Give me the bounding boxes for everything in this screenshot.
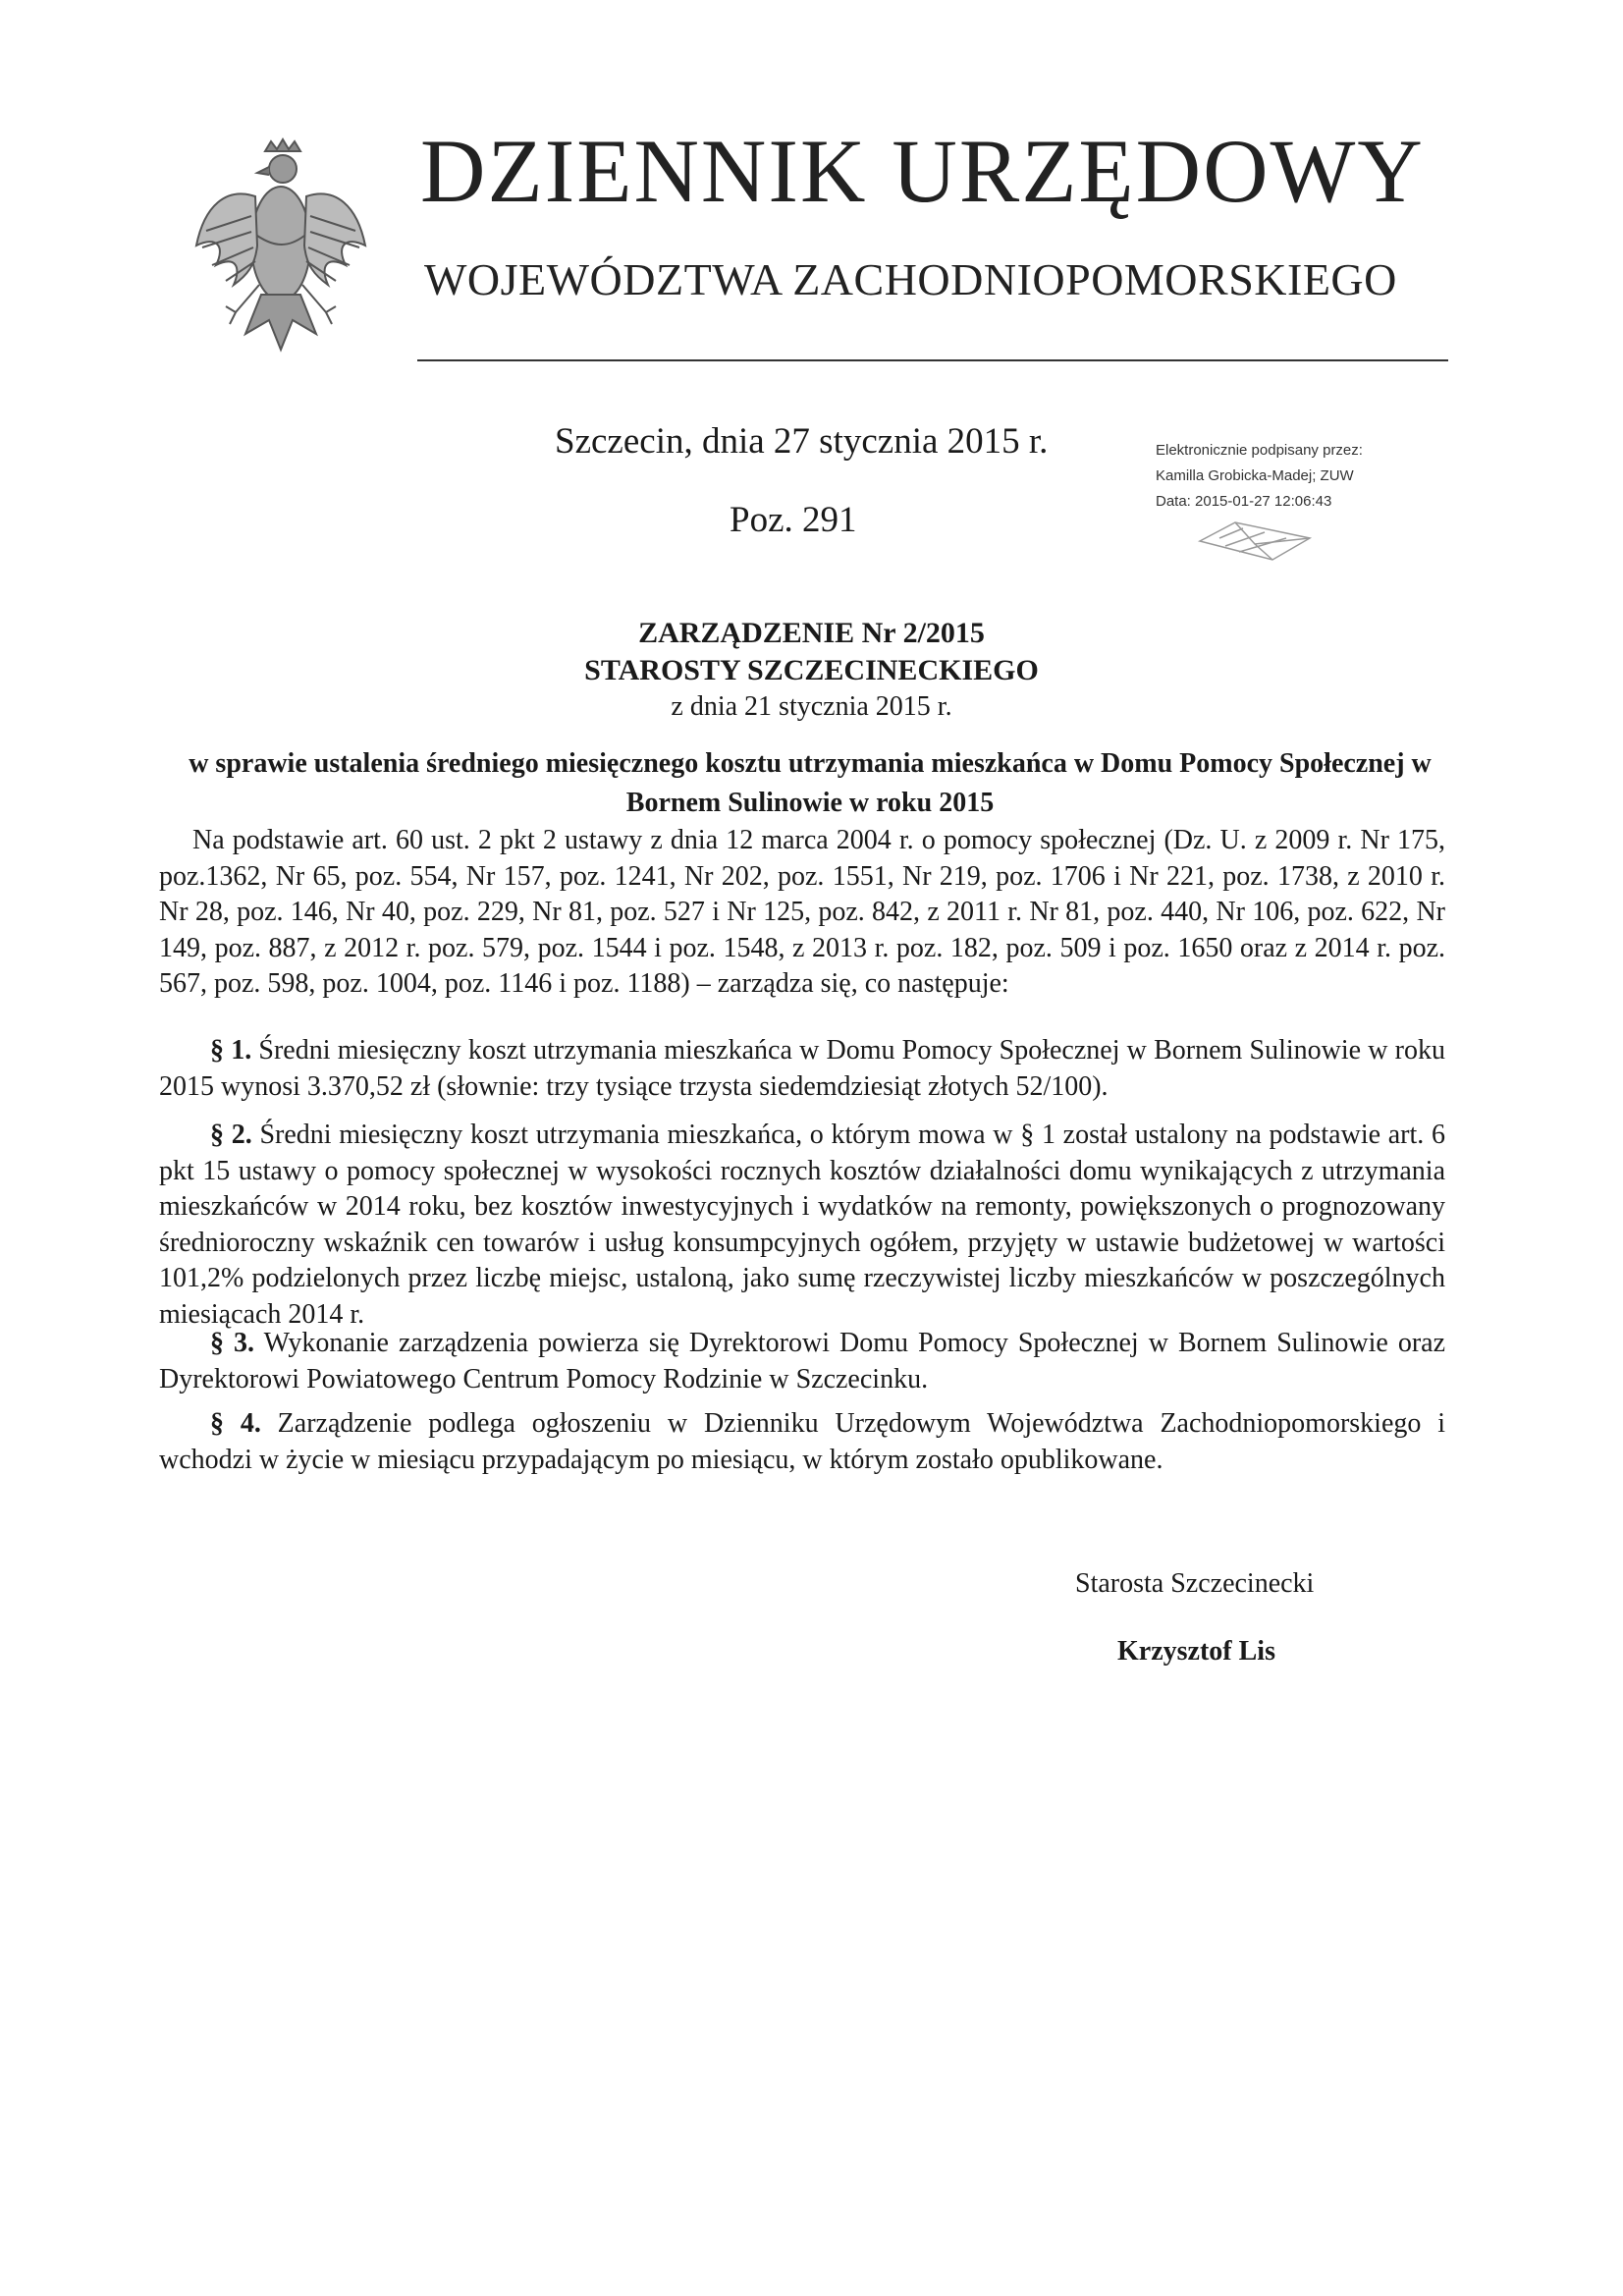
paragraph-4 [159, 1406, 1445, 1478]
signature-diamond-icon [1196, 519, 1314, 564]
paragraph-3-text: Wykonanie zarządzenia powierza się Dyrektorowi Domu Pomocy Społecznej w Bornem Sulinowie oraz Dyrektorowi Powiatowego Centrum Pomocy Rodzinie w Szczecinku. [159, 1328, 1446, 1394]
paragraph-1-text: Średni miesięczny koszt utrzymania mieszkańca w Domu Pomocy Społecznej w Bornem Sulinowie w roku 2015 wynosi 3.370,52 zł (słownie: trzy tysiące trzysta siedemdziesiąt złotych 52/100). [159, 1035, 1445, 1102]
legal-basis-paragraph: Na podstawie art. 60 ust. 2 pkt 2 ustawy z dnia 12 marca 2004 r. o pomocy społecznej (Dz. U. z 2009 r. Nr 175, poz.1362, Nr 65, poz. 554, Nr 157, poz. 1241, Nr 202, poz. 1551, Nr 219, poz. 1706 i Nr 221, poz. 1738, z 2010 r. Nr 28, poz. 146, Nr 40, poz. 229, Nr 81, poz. 527 i Nr 125, poz. 842, z 2011 r. Nr 81, poz. 440, Nr 106, poz. 622, Nr 149, poz. 887, z 2012 r. poz. 579, poz. 1544 i poz. 1548, z 2013 r. poz. 182, poz. 509 i poz. 1650 oraz z 2014 r. poz. 567, poz. 598, poz. 1004, poz. 1146 i poz. 1188) – zarządza się, co następuje: [159, 825, 1445, 999]
order-date: z dnia 21 stycznia 2015 r. [671, 691, 952, 722]
signatory-name: Krzysztof Lis [1117, 1636, 1275, 1667]
paragraph-4-text: Zarządzenie podlega ogłoszeniu w Dzienniku Urzędowym Województwa Zachodniopomorskiego i wchodzi w życie w miesiącu przypadającym po miesiącu, w którym zostało opublikowane. [159, 1408, 1446, 1475]
electronic-signature-box [1156, 438, 1411, 515]
position-number: Poz. 291 [730, 500, 857, 540]
order-subject: w sprawie ustalenia średniego miesięcznego kosztu utrzymania mieszkańca w Domu Pomocy Społecznej w Bornem Sulinowie w roku 2015 [189, 748, 1432, 818]
paragraph-2-mark: § 2. [210, 1120, 252, 1150]
polish-eagle-emblem-icon [187, 137, 373, 363]
journal-title: DZIENNIK URZĘDOWY [420, 121, 1425, 221]
place-and-date: Szczecin, dnia 27 stycznia 2015 r. [555, 421, 1049, 462]
paragraph-3 [159, 1326, 1445, 1397]
paragraph-4-mark: § 4. [210, 1408, 261, 1439]
order-number: ZARZĄDZENIE Nr 2/2015 [638, 617, 985, 649]
journal-subtitle: WOJEWÓDZTWA ZACHODNIOPOMORSKIEGO [424, 254, 1397, 304]
esig-line-signed-by: Elektronicznie podpisany przez: [1156, 442, 1363, 459]
esig-line-signer: Kamilla Grobicka-Madej; ZUW [1156, 467, 1354, 484]
issuing-authority: STAROSTY SZCZECINECKIEGO [584, 654, 1039, 686]
paragraph-2 [159, 1118, 1445, 1333]
signatory-role: Starosta Szczecinecki [1075, 1568, 1315, 1599]
paragraph-1-mark: § 1. [210, 1035, 252, 1066]
document-title-block [0, 615, 1623, 725]
paragraph-3-mark: § 3. [210, 1328, 255, 1358]
esig-line-date: Data: 2015-01-27 12:06:43 [1156, 493, 1332, 510]
paragraph-1 [159, 1033, 1445, 1105]
header-divider [417, 359, 1448, 361]
paragraph-2-text: Średni miesięczny koszt utrzymania mieszkańca, o którym mowa w § 1 został ustalony na podstawie art. 6 pkt 15 ustawy o pomocy społecznej w wysokości rocznych kosztów działalności domu wynikających z utrzymania mieszkańców w 2014 roku, bez kosztów inwestycyjnych i wydatków na remonty, powiększonych o prognozowany średnioroczny wskaźnik cen towarów i usług konsumpcyjnych ogółem, przyjęty w ustawie budżetowej w wartości 101,2% podzielonych przez liczbę miejsc, ustaloną, jako sumę rzeczywistej liczby mieszkańców w poszczególnych miesiącach 2014 r. [159, 1120, 1446, 1330]
